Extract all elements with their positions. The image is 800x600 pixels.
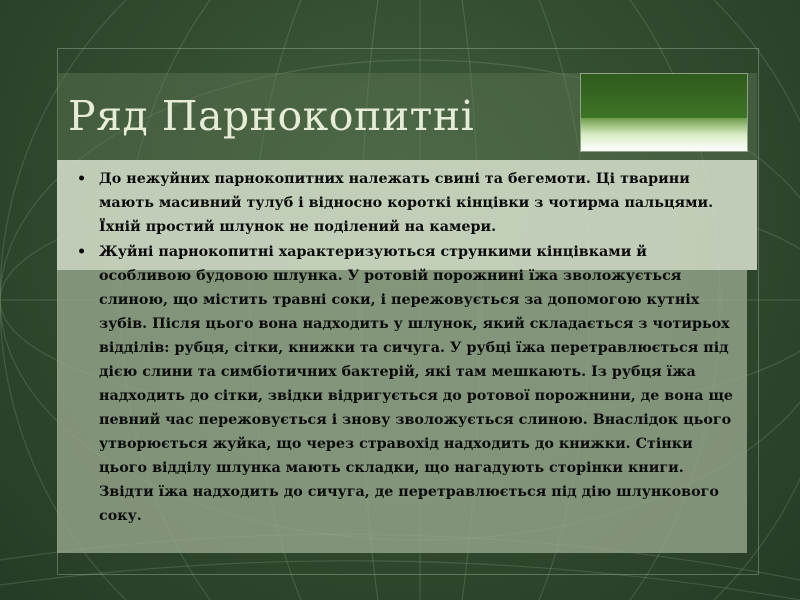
list-item bbox=[75, 167, 735, 239]
bullet-text: Жуйні парнокопитні характеризуються стрункими кінцівками й особливою будовою шлунка. У ротовій порожнині їжа зволожується слиною, що містить травні соки, і пережовується за допомогою кутніх зубів. Після цього вона надходить у шлунок, який складається з чотирьох відділів: рубця, сітки, книжки та сичуга. У рубці їжа перетравлюється під дією слини та симбіотичних бактерій, які там мешкають. Із рубця їжа надходить до сітки, звідки відригується до ротової порожнини, де вона ще певний час пережовується і знову зволожується слиною. Внаслідок цього утворюється жуйка, що через стравохід надходить до книжки. Стінки цього відділу шлунка мають складки, що нагадують сторінки книги. Звідти їжа надходить до сичуга, де перетравлюється під дію шлункового соку. bbox=[99, 244, 734, 524]
list-item bbox=[75, 240, 735, 528]
slide-title: Ряд Парнокопитні bbox=[68, 92, 475, 140]
bullet-text: До нежуйних парнокопитних належать свині та бегемоти. Ці тварини мають масивний тулуб і відносно короткі кінцівки з чотирма пальцями. Їхній простий шлунок не поділений на камери. bbox=[99, 171, 714, 235]
bullet-icon: • bbox=[77, 171, 87, 187]
bullet-icon: • bbox=[77, 244, 87, 260]
bullet-list bbox=[75, 167, 735, 529]
accent-gradient-block bbox=[580, 73, 748, 152]
